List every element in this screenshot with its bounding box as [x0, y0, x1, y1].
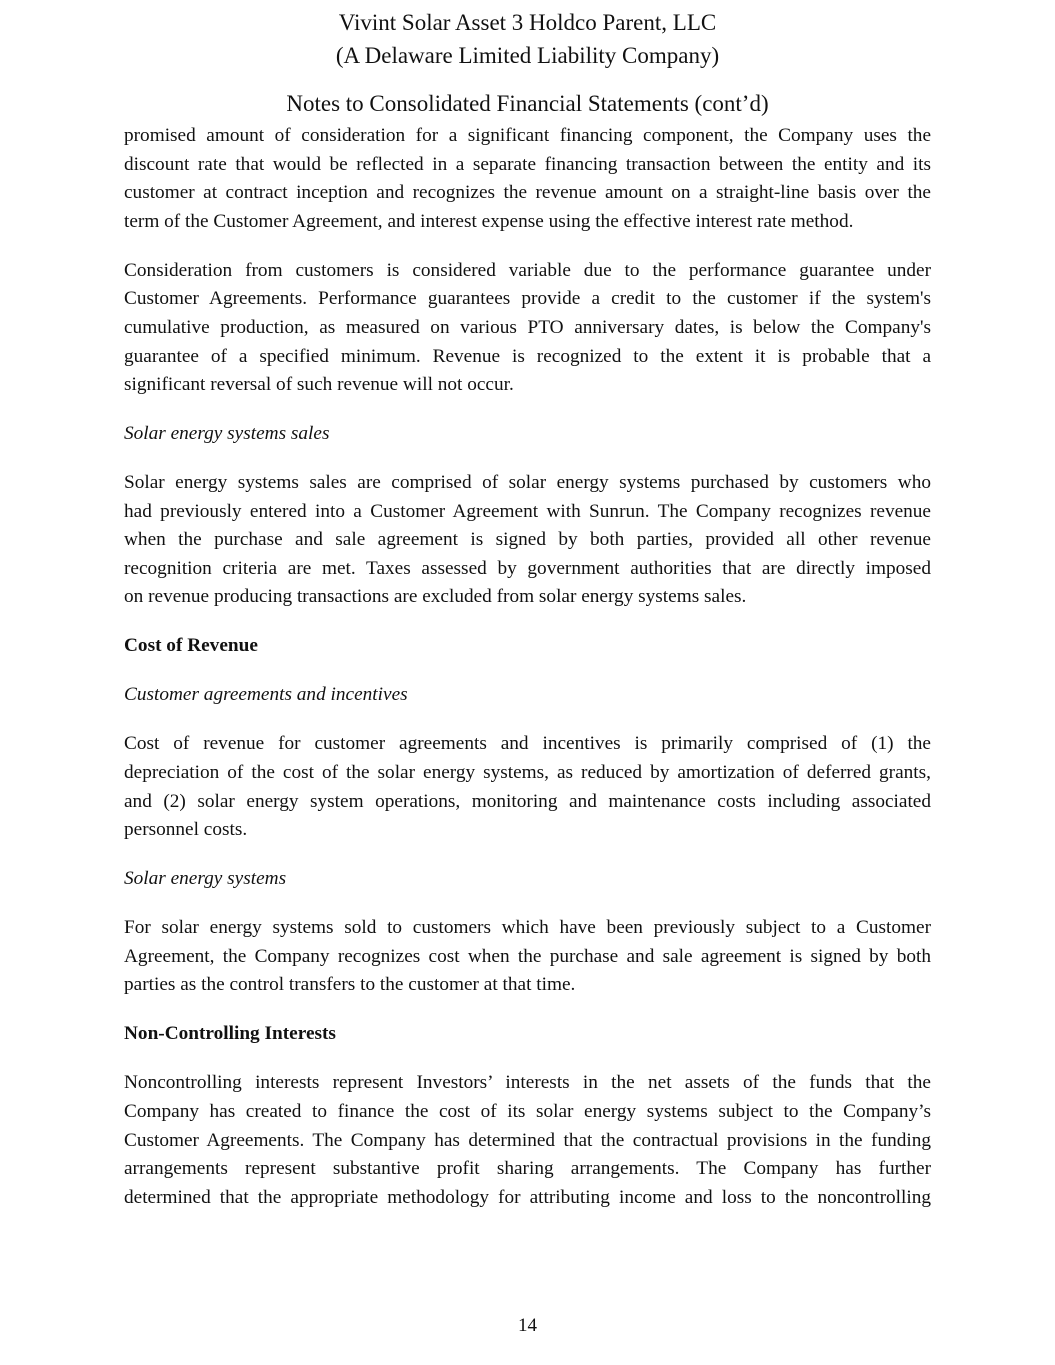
text-line: when the purchase and sale agreement is signed by both parties, provided all other revenue — [124, 529, 931, 551]
text-line: term of the Customer Agreement, and interest expense using the effective interest rate method. — [124, 210, 854, 232]
paragraph-cost-solar-systems — [124, 914, 931, 1000]
heading-text: Non-Controlling Interests — [124, 1023, 336, 1045]
section-title: Notes to Consolidated Financial Statements (cont’d) — [286, 91, 769, 116]
subheading-solar-energy-systems — [124, 865, 931, 894]
subheading-text: Solar energy systems — [124, 868, 287, 890]
page-number: 14 — [518, 1315, 537, 1336]
text-line: Consideration from customers is considered variable due to the performance guarantee under — [124, 259, 931, 281]
heading-non-controlling-interests — [124, 1020, 931, 1049]
text-line: Noncontrolling interests represent Investors’ interests in the net assets of the funds that the — [124, 1072, 931, 1094]
entity-type: (A Delaware Limited Liability Company) — [335, 43, 720, 68]
text-line: depreciation of the cost of the solar energy systems, as reduced by amortization of deferred grants, — [124, 762, 931, 784]
text-line: and (2) solar energy system operations, monitoring and maintenance costs including associated — [124, 790, 931, 812]
text-line: discount rate that would be reflected in a separate financing transaction between the entity and its — [124, 153, 931, 175]
paragraph-financing-component — [124, 122, 931, 236]
paragraph-noncontrolling-interests — [124, 1069, 931, 1212]
heading-cost-of-revenue — [124, 632, 931, 661]
text-line: on revenue producing transactions are excluded from solar energy systems sales. — [124, 586, 747, 608]
text-line: Customer Agreements. The Company has determined that the contractual provisions in the funding — [124, 1129, 931, 1151]
heading-text: Cost of Revenue — [124, 635, 258, 657]
text-line: Solar energy systems sales are comprised of solar energy systems purchased by customers who — [124, 472, 931, 494]
text-line: arrangements represent substantive profit sharing arrangements. The Company has further — [124, 1158, 931, 1180]
subheading-solar-energy-systems-sales — [124, 420, 931, 449]
text-line: personnel costs. — [124, 819, 248, 841]
subheading-text: Customer agreements and incentives — [124, 684, 408, 706]
text-line: recognition criteria are met. Taxes assessed by government authorities that are directly imposed — [124, 557, 931, 579]
subheading-customer-agreements — [124, 681, 931, 710]
text-line: parties as the control transfers to the customer at that time. — [124, 974, 576, 996]
text-line: Company has created to finance the cost of its solar energy systems subject to the Company’s — [124, 1100, 931, 1122]
company-name: Vivint Solar Asset 3 Holdco Parent, LLC — [338, 10, 717, 35]
text-line: determined that the appropriate methodology for attributing income and loss to the noncontrolling — [124, 1186, 931, 1208]
text-line: significant reversal of such revenue will not occur. — [124, 374, 514, 396]
text-line: had previously entered into a Customer Agreement with Sunrun. The Company recognizes revenue — [124, 500, 931, 522]
paragraph-variable-consideration — [124, 257, 931, 400]
text-line: For solar energy systems sold to customers which have been previously subject to a Customer — [124, 917, 931, 939]
text-line: cumulative production, as measured on various PTO anniversary dates, is below the Company's — [124, 316, 931, 338]
text-line: Customer Agreements. Performance guarantees provide a credit to the customer if the system's — [124, 288, 931, 310]
text-line: Agreement, the Company recognizes cost when the purchase and sale agreement is signed by both — [124, 945, 931, 967]
text-line: Cost of revenue for customer agreements and incentives is primarily comprised of (1) the — [124, 733, 931, 755]
text-line: promised amount of consideration for a significant financing component, the Company uses the — [124, 125, 931, 146]
text-line: customer at contract inception and recognizes the revenue amount on a straight-line basis over the — [124, 182, 931, 204]
paragraph-cost-customer-agreements — [124, 730, 931, 844]
text-line: guarantee of a specified minimum. Revenue is recognized to the extent it is probable that a — [124, 345, 931, 367]
document-body — [124, 122, 931, 1212]
paragraph-solar-sales — [124, 469, 931, 612]
subheading-text: Solar energy systems sales — [124, 423, 330, 445]
